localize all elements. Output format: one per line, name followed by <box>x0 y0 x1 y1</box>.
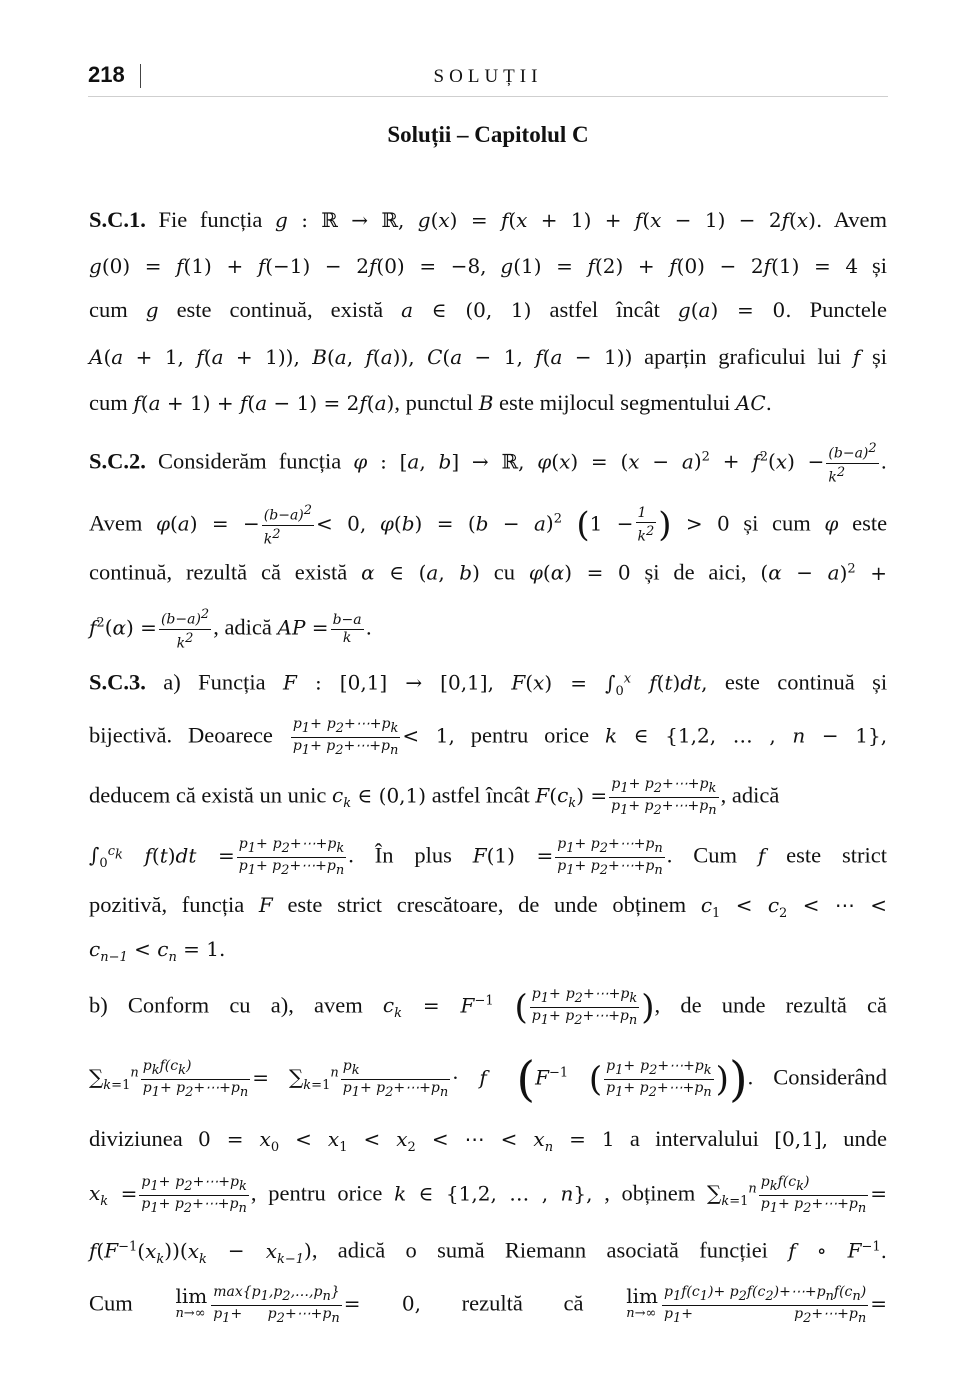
text-line: $f^2(\alpha)$ = $\frac{(b-a)^2}{k^2}$ , adică AP = $\frac{b-a}{k}$ . <box>89 607 372 652</box>
page-header <box>88 62 888 97</box>
text-line: $c_{n-1} < c_n = 1$. <box>89 937 226 965</box>
page-number: 218 <box>88 62 125 87</box>
problem-label: S.C.1. <box>89 207 146 232</box>
text-line: S.C.2. Considerăm funcția φ : [a, b] → ℝ, $\varphi(x) = (x - a)^2 + f^2(x)$ − $\frac{(b-a)^2}{k^2}$ . <box>89 441 888 486</box>
text-line: cum g este continuă, există a ∈ (0, 1) astfel încât g(a) = 0. Punctele <box>89 297 888 322</box>
text-line: $\int_0^{c_k}$ f(t)dt = $\frac{p_1+ p_2+\cdots+p_k}{p_1+ p_2+\cdots+p_n}$ . În plus F(1) = $\frac{p_1+ p_2+\cdots+p_n}{p_1+ p_2+\cdots+p_n}$ . Cum f este strict <box>89 836 887 878</box>
text-line: g(0) = f(1) + f(−1) − 2f(0) = −8, g(1) = f(2) + f(0) − 2f(1) = 4 și <box>89 253 887 278</box>
text-line: S.C.1. Fie funcția g : ℝ → ℝ, g(x) = f(x + 1) + f(x − 1) − 2f(x). Avem <box>89 207 888 232</box>
problem-label: S.C.2. <box>89 448 146 474</box>
text-line: $f(F^{-1}(x_k))(x_k - x_{k-1})$, adică o sumă Riemann asociată funcției f ∘ $F^{-1}$. <box>89 1237 887 1267</box>
text-line: b) Conform cu a), avem $c_k = F^{-1}$ ( $\frac{p_1+ p_2+\cdots+p_k}{p_1+ p_2+\cdots+p_n}$ ), de unde rezultă că <box>89 986 887 1028</box>
text-line: Cum lim n→∞ $\max\{p_1,p_2,\dots,p_n\}$ $p_1+$ $p_2+\cdots+p_n$ = 0, rezultă că lim n→∞ $p_1f(c_1)+$ $p_2f(c_2)+\cdots+p_nf(c_n)$ $p_1+$ $p_2+\cdots+p_n$ = <box>89 1284 887 1326</box>
text-line: $\sum_{k=1}^n$ $p_kf(c_k)$ $p_1+$ $p_2+\cdots+p_n$ = $\sum_{k=1}^n$ $\frac{p_k}{p_1+ p_2+\cdots+p_n}$ · f ($F^{-1}$ ( $\frac{p_1+ p_2+\cdots+p_k}{p_1+ p_2+\cdots+p_n}$ )). Considerând <box>89 1051 888 1108</box>
text-line: bijectivă. Deoarece $\frac{p_1+ p_2+\cdots+p_k}{p_1+ p_2+\cdots+p_n}$ < 1, pentru orice k ∈ {1,2, … , n − 1}, <box>89 716 888 758</box>
text-line: deducem că există un unic $c_k$ ∈ (0,1) astfel încât $F(c_k)$ = $\frac{p_1+ p_2+\cdots+p_k}{p_1+ p_2+\cdots+p_n}$ , adică <box>89 776 780 818</box>
text-line: Avem φ(a) = − $\frac{(b-a)^2}{k^2}$ < 0, $\varphi(b) = (b - a)^2$ (1 − $\frac{1}{k^2}$ ) > 0 și cum φ este <box>89 503 888 548</box>
text-line: $x_k$ = $\frac{p_1+ p_2+\cdots+p_k}{p_1+ p_2+\cdots+p_n}$ , pentru orice k ∈ {1,2, … , n}, , obținem $\sum_{k=1}^n$ $p_kf(c_k)$ $p_1+$ $p_2+\cdots+p_n$ = <box>89 1174 888 1216</box>
text-line: diviziunea $0 = x_0 < x_1 < x_2$ < ⋯ < $x_n = 1$ a intervalului [0,1], unde <box>89 1126 888 1155</box>
chapter-title: Soluții – Capitolul C <box>387 122 589 147</box>
text-line: A(a + 1, f(a + 1)), B(a, f(a)), C(a − 1, f(a − 1)) aparțin graficului lui f și <box>89 344 887 369</box>
problem-label: S.C.3. <box>89 669 146 695</box>
running-title: SOLUȚII <box>433 66 543 87</box>
text-line: pozitivă, funcția F este strict crescătoare, de unde obținem $c_1 < c_2$ < ⋯ < <box>89 892 887 921</box>
text-line: cum f(a + 1) + f(a − 1) = 2f(a), punctul B este mijlocul segmentului AC. <box>89 390 772 415</box>
text-line: S.C.3. a) Funcția F : [0,1] → [0,1], $F(x) = \int_0^x$ f(t)dt, este continuă și <box>89 669 888 699</box>
text-line: continuă, rezultă că există α ∈ (a, b) cu φ(α) = 0 și de aici, $(\alpha - a)^2$ + <box>89 559 887 585</box>
